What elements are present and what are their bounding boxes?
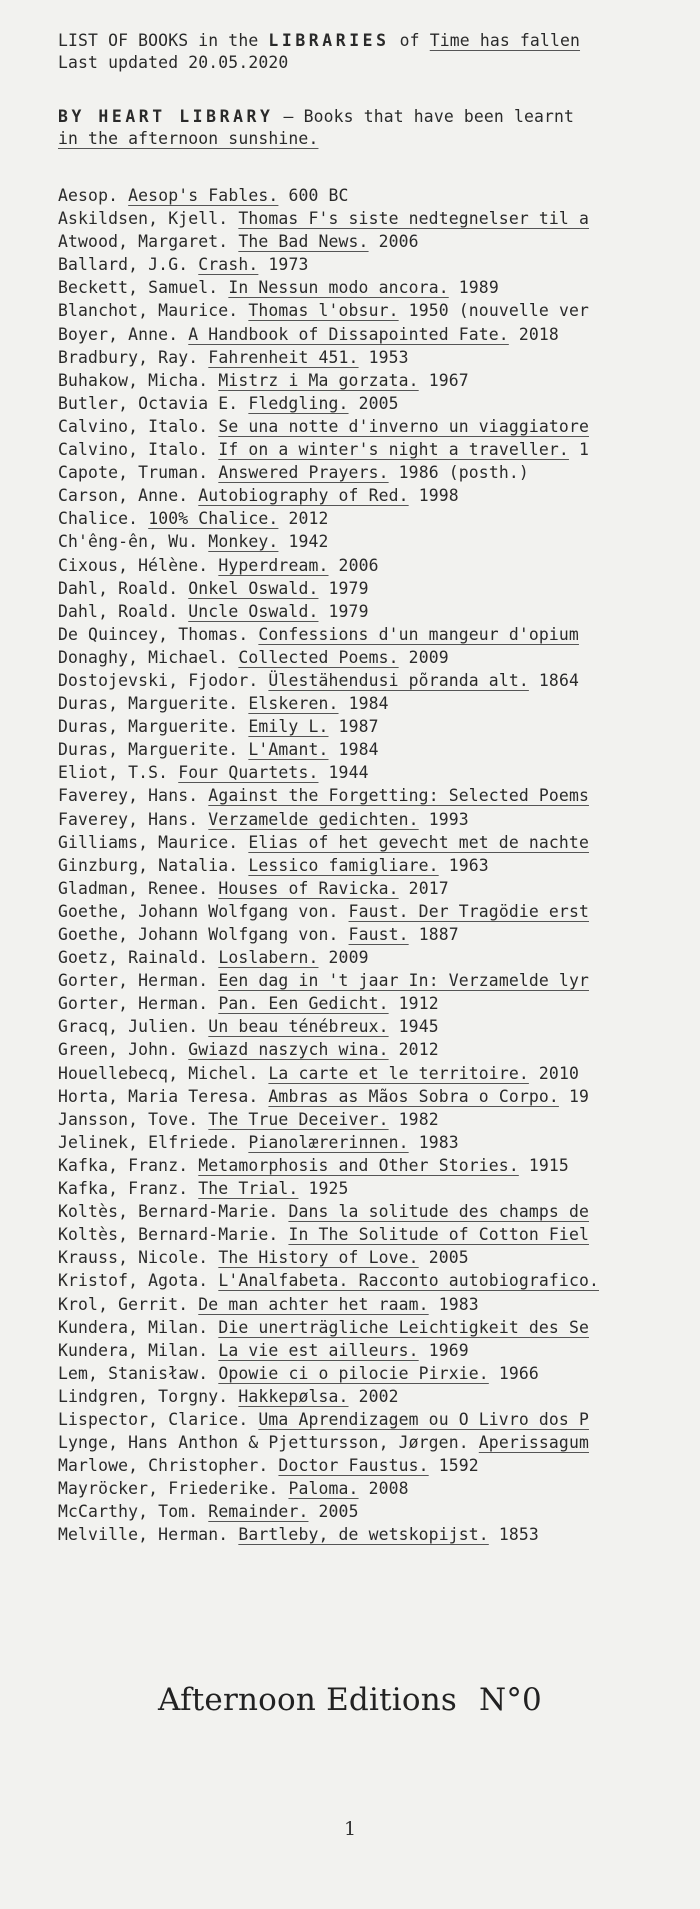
book-year: 2005 bbox=[318, 1502, 359, 1522]
publication-title bbox=[0, 1682, 700, 1718]
book-entry bbox=[58, 530, 683, 553]
book-author: Ch'êng-ên, Wu. bbox=[58, 532, 199, 552]
book-title: Gwiazd naszych wina. bbox=[188, 1040, 389, 1060]
book-year: 1966 bbox=[498, 1363, 539, 1383]
book-year: 1592 bbox=[438, 1456, 479, 1476]
book-year: 2002 bbox=[358, 1386, 399, 1406]
book-entry bbox=[58, 646, 683, 669]
book-year: 1983 bbox=[438, 1294, 479, 1314]
book-author: Horta, Maria Teresa. bbox=[58, 1086, 259, 1106]
book-author: Askildsen, Kjell. bbox=[58, 209, 229, 229]
book-entry bbox=[58, 946, 683, 969]
book-entry bbox=[58, 577, 683, 600]
header-library-link[interactable]: Time has fallen bbox=[429, 31, 581, 50]
book-title: Autobiography of Red. bbox=[198, 486, 409, 506]
book-entry bbox=[58, 415, 683, 438]
book-entry bbox=[58, 438, 683, 461]
book-author: Lynge, Hans Anthon & Pjettursson, Jørgen. bbox=[58, 1433, 469, 1453]
book-year: 19 bbox=[568, 1086, 590, 1106]
book-entry bbox=[58, 1200, 683, 1223]
book-title: La carte et le territoire. bbox=[268, 1063, 529, 1083]
book-list-page bbox=[58, 30, 683, 1547]
book-year: 2009 bbox=[408, 647, 449, 667]
book-title: Answered Prayers. bbox=[218, 463, 389, 483]
book-entry bbox=[58, 692, 683, 715]
book-entry bbox=[58, 1085, 683, 1108]
book-year: 2006 bbox=[378, 232, 419, 252]
book-year: 1942 bbox=[288, 532, 329, 552]
book-entry bbox=[58, 623, 683, 646]
book-author: De Quincey, Thomas. bbox=[58, 624, 249, 644]
book-title: Faust. Der Tragödie erst bbox=[348, 901, 589, 921]
book-entry bbox=[58, 715, 683, 738]
book-author: Duras, Marguerite. bbox=[58, 694, 239, 714]
last-updated: Last updated 20.05.2020 bbox=[58, 53, 289, 72]
book-title: Remainder. bbox=[208, 1502, 309, 1522]
book-title: Uncle Oswald. bbox=[188, 601, 319, 621]
book-title: The True Deceiver. bbox=[208, 1109, 389, 1129]
publication-number: N°0 bbox=[479, 1682, 542, 1718]
book-title: Aperissagum bbox=[478, 1433, 589, 1453]
book-author: Kristof, Agota. bbox=[58, 1271, 209, 1291]
book-author: Goetz, Rainald. bbox=[58, 948, 209, 968]
book-year: 1853 bbox=[498, 1525, 539, 1545]
book-entry bbox=[58, 1131, 683, 1154]
book-title: Faust. bbox=[348, 925, 409, 944]
book-author: Faverey, Hans. bbox=[58, 786, 199, 806]
book-author: Gorter, Herman. bbox=[58, 971, 209, 991]
book-entry bbox=[58, 784, 683, 807]
book-title: Fledgling. bbox=[248, 393, 349, 413]
book-author: Dahl, Roald. bbox=[58, 601, 179, 621]
book-entry bbox=[58, 1454, 683, 1477]
book-title: Se una notte d'inverno un viaggiatore bbox=[218, 416, 589, 436]
book-entry bbox=[58, 1316, 683, 1339]
book-year: 1969 bbox=[428, 1340, 469, 1360]
book-entry bbox=[58, 669, 683, 692]
book-title: Emily L. bbox=[248, 717, 329, 737]
book-year: 1887 bbox=[418, 925, 459, 944]
book-title: Loslabern. bbox=[218, 948, 319, 968]
book-title: Thomas l'obsur. bbox=[248, 301, 399, 321]
book-title: The Bad News. bbox=[238, 232, 369, 252]
book-author: Gilliams, Maurice. bbox=[58, 832, 239, 852]
book-entry bbox=[58, 923, 683, 946]
book-title: Houses of Ravicka. bbox=[218, 878, 399, 898]
book-entry bbox=[58, 1500, 683, 1523]
book-author: Kundera, Milan. bbox=[58, 1340, 209, 1360]
book-year: 1998 bbox=[418, 486, 459, 506]
book-author: Kafka, Franz. bbox=[58, 1179, 189, 1199]
book-author: Krol, Gerrit. bbox=[58, 1294, 189, 1314]
library-description-1: Books that have been learnt bbox=[303, 107, 575, 126]
book-entry bbox=[58, 1477, 683, 1500]
book-title: Dans la solitude des champs de bbox=[288, 1202, 589, 1222]
book-year: 1925 bbox=[308, 1179, 349, 1199]
book-title: Elias of het gevecht met de nachte bbox=[248, 832, 589, 852]
book-entry bbox=[58, 1293, 683, 1316]
book-author: Gladman, Renee. bbox=[58, 878, 209, 898]
book-title: Pianolærerinnen. bbox=[248, 1132, 409, 1152]
book-entry bbox=[58, 461, 683, 484]
header-prefix: LIST OF BOOKS in the bbox=[58, 31, 259, 50]
book-year: 1984 bbox=[348, 694, 389, 714]
header-libraries: LIBRARIES bbox=[268, 31, 390, 50]
book-year: 2008 bbox=[368, 1479, 409, 1499]
book-entry bbox=[58, 1523, 683, 1546]
book-author: Donaghy, Michael. bbox=[58, 647, 229, 667]
book-title: Fahrenheit 451. bbox=[208, 347, 359, 367]
book-year: 1987 bbox=[338, 717, 379, 737]
book-title: Metamorphosis and Other Stories. bbox=[198, 1155, 519, 1175]
book-entry bbox=[58, 600, 683, 623]
book-year: 2010 bbox=[538, 1063, 579, 1083]
book-title: Ülestähendusi põranda alt. bbox=[268, 670, 529, 690]
book-author: Lem, Stanisław. bbox=[58, 1363, 209, 1383]
book-entry bbox=[58, 854, 683, 877]
book-year: 2017 bbox=[408, 878, 449, 898]
book-year: 1984 bbox=[338, 740, 379, 760]
book-title: Uma Aprendizagem ou O Livro dos P bbox=[258, 1409, 589, 1429]
book-entry bbox=[58, 253, 683, 276]
book-entry bbox=[58, 969, 683, 992]
book-title: Un beau ténébreux. bbox=[208, 1017, 389, 1037]
book-year: 1912 bbox=[398, 994, 439, 1014]
book-title: L'Amant. bbox=[248, 740, 329, 760]
library-description-line-2 bbox=[58, 128, 683, 150]
book-entry bbox=[58, 1385, 683, 1408]
book-entry bbox=[58, 1246, 683, 1269]
book-year: 2009 bbox=[328, 948, 369, 968]
book-title: De man achter het raam. bbox=[198, 1294, 429, 1314]
book-author: Buhakow, Micha. bbox=[58, 370, 209, 390]
book-title: Monkey. bbox=[208, 532, 279, 552]
book-entry bbox=[58, 1062, 683, 1085]
book-entry bbox=[58, 323, 683, 346]
book-entry bbox=[58, 1431, 683, 1454]
book-list bbox=[58, 184, 683, 1547]
book-title: The History of Love. bbox=[218, 1248, 419, 1268]
book-author: McCarthy, Tom. bbox=[58, 1502, 199, 1522]
book-title: Elskeren. bbox=[248, 694, 339, 714]
book-entry bbox=[58, 207, 683, 230]
book-title: In The Solitude of Cotton Fiel bbox=[288, 1225, 589, 1245]
library-name: BY HEART LIBRARY bbox=[58, 107, 274, 126]
book-author: Goethe, Johann Wolfgang von. bbox=[58, 925, 339, 944]
book-title: Opowie ci o pilocie Pirxie. bbox=[218, 1363, 489, 1383]
book-entry bbox=[58, 276, 683, 299]
book-author: Duras, Marguerite. bbox=[58, 717, 239, 737]
book-entry bbox=[58, 1154, 683, 1177]
book-author: Kundera, Milan. bbox=[58, 1317, 209, 1337]
book-entry bbox=[58, 299, 683, 322]
book-year: 1982 bbox=[398, 1109, 439, 1129]
book-author: Atwood, Margaret. bbox=[58, 232, 229, 252]
library-description-2: in the afternoon sunshine. bbox=[58, 129, 319, 148]
book-title: Verzamelde gedichten. bbox=[208, 809, 419, 829]
book-author: Lispector, Clarice. bbox=[58, 1409, 249, 1429]
book-title: Aesop's Fables. bbox=[128, 186, 279, 205]
library-dash: – bbox=[283, 107, 294, 126]
book-entry bbox=[58, 507, 683, 530]
book-title: Bartleby, de wetskopijst. bbox=[238, 1525, 489, 1545]
book-entry bbox=[58, 1108, 683, 1131]
book-year: 1945 bbox=[398, 1017, 439, 1037]
book-author: Marlowe, Christopher. bbox=[58, 1456, 269, 1476]
book-author: Calvino, Italo. bbox=[58, 416, 209, 436]
book-year: 1864 bbox=[538, 670, 579, 690]
book-title: Paloma. bbox=[288, 1479, 359, 1499]
book-author: Cixous, Hélène. bbox=[58, 555, 209, 575]
book-entry bbox=[58, 346, 683, 369]
book-entry bbox=[58, 877, 683, 900]
book-title: Doctor Faustus. bbox=[278, 1456, 429, 1476]
book-author: Melville, Herman. bbox=[58, 1525, 229, 1545]
book-author: Krauss, Nicole. bbox=[58, 1248, 209, 1268]
book-title: Pan. Een Gedicht. bbox=[218, 994, 389, 1014]
book-author: Beckett, Samuel. bbox=[58, 278, 219, 298]
book-entry bbox=[58, 554, 683, 577]
book-title: Four Quartets. bbox=[178, 763, 319, 783]
book-year: 1979 bbox=[328, 601, 369, 621]
header-of: of bbox=[399, 31, 420, 50]
book-author: Ginzburg, Natalia. bbox=[58, 855, 239, 875]
book-title: Ambras as Mãos Sobra o Corpo. bbox=[268, 1086, 559, 1106]
book-author: Dostojevski, Fjodor. bbox=[58, 670, 259, 690]
book-year: 1 bbox=[578, 440, 590, 460]
book-author: Ballard, J.G. bbox=[58, 255, 189, 275]
book-author: Carson, Anne. bbox=[58, 486, 189, 506]
book-year: 1973 bbox=[268, 255, 309, 275]
book-entry bbox=[58, 738, 683, 761]
book-title: Die unerträgliche Leichtigkeit des Se bbox=[218, 1317, 589, 1337]
book-entry bbox=[58, 808, 683, 831]
book-year: 1989 bbox=[458, 278, 499, 298]
book-author: Bradbury, Ray. bbox=[58, 347, 199, 367]
book-entry bbox=[58, 184, 683, 207]
book-entry bbox=[58, 1339, 683, 1362]
book-year: 2012 bbox=[288, 509, 329, 529]
book-entry bbox=[58, 1408, 683, 1431]
book-title: Crash. bbox=[198, 255, 259, 275]
book-year: 1953 bbox=[368, 347, 409, 367]
book-title: 100% Chalice. bbox=[148, 509, 279, 529]
page-number: 1 bbox=[343, 1818, 357, 1840]
book-title: Against the Forgetting: Selected Poems bbox=[208, 786, 589, 806]
book-author: Aesop. bbox=[58, 186, 119, 205]
book-title: A Handbook of Dissapointed Fate. bbox=[188, 324, 509, 344]
book-author: Eliot, T.S. bbox=[58, 763, 169, 783]
book-author: Dahl, Roald. bbox=[58, 578, 179, 598]
book-title: Collected Poems. bbox=[238, 647, 399, 667]
library-heading bbox=[58, 106, 683, 128]
book-author: Chalice. bbox=[58, 509, 139, 529]
book-year: 1944 bbox=[328, 763, 369, 783]
book-author: Gorter, Herman. bbox=[58, 994, 209, 1014]
book-entry bbox=[58, 1177, 683, 1200]
book-year: 2005 bbox=[428, 1248, 469, 1268]
book-author: Green, John. bbox=[58, 1040, 179, 1060]
book-title: Mistrz i Ma gorzata. bbox=[218, 370, 419, 390]
book-author: Lindgren, Torgny. bbox=[58, 1386, 229, 1406]
book-author: Boyer, Anne. bbox=[58, 324, 179, 344]
book-title: In Nessun modo ancora. bbox=[228, 278, 449, 298]
book-title: Thomas F's siste nedtegnelser til a bbox=[238, 209, 589, 229]
book-entry bbox=[58, 484, 683, 507]
book-year: 2006 bbox=[338, 555, 379, 575]
book-author: Faverey, Hans. bbox=[58, 809, 199, 829]
book-author: Blanchot, Maurice. bbox=[58, 301, 239, 321]
book-year: 2012 bbox=[398, 1040, 439, 1060]
book-entry bbox=[58, 1269, 683, 1292]
book-author: Butler, Octavia E. bbox=[58, 393, 239, 413]
book-author: Mayröcker, Friederike. bbox=[58, 1479, 279, 1499]
book-author: Duras, Marguerite. bbox=[58, 740, 239, 760]
book-year: 1986 (posth.) bbox=[398, 463, 529, 483]
book-author: Jansson, Tove. bbox=[58, 1109, 199, 1129]
book-year: 1950 (nouvelle ver bbox=[408, 301, 589, 321]
book-entry bbox=[58, 1362, 683, 1385]
book-entry bbox=[58, 831, 683, 854]
book-author: Koltès, Bernard-Marie. bbox=[58, 1202, 279, 1222]
book-year: 600 BC bbox=[288, 186, 349, 205]
book-author: Kafka, Franz. bbox=[58, 1155, 189, 1175]
book-entry bbox=[58, 900, 683, 923]
book-author: Koltès, Bernard-Marie. bbox=[58, 1225, 279, 1245]
book-author: Calvino, Italo. bbox=[58, 440, 209, 460]
book-year: 1967 bbox=[428, 370, 469, 390]
book-author: Gracq, Julien. bbox=[58, 1017, 199, 1037]
book-entry bbox=[58, 761, 683, 784]
book-title: Onkel Oswald. bbox=[188, 578, 319, 598]
book-title: The Trial. bbox=[198, 1179, 299, 1199]
book-author: Goethe, Johann Wolfgang von. bbox=[58, 901, 339, 921]
book-year: 1979 bbox=[328, 578, 369, 598]
book-entry bbox=[58, 1015, 683, 1038]
book-title: Een dag in 't jaar In: Verzamelde lyr bbox=[218, 971, 589, 991]
book-title: Hakkepølsa. bbox=[238, 1386, 349, 1406]
book-entry bbox=[58, 1038, 683, 1061]
book-title: La vie est ailleurs. bbox=[218, 1340, 419, 1360]
book-author: Capote, Truman. bbox=[58, 463, 209, 483]
book-entry bbox=[58, 1223, 683, 1246]
book-title: If on a winter's night a traveller. bbox=[218, 440, 569, 460]
book-year: 2018 bbox=[518, 324, 559, 344]
book-year: 1963 bbox=[448, 855, 489, 875]
list-header-line-1 bbox=[58, 30, 683, 52]
book-year: 2005 bbox=[358, 393, 399, 413]
publication-name: Afternoon Editions bbox=[158, 1682, 457, 1718]
book-author: Houellebecq, Michel. bbox=[58, 1063, 259, 1083]
book-title: Hyperdream. bbox=[218, 555, 329, 575]
book-title: Confessions d'un mangeur d'opium bbox=[258, 624, 579, 644]
book-year: 1983 bbox=[418, 1132, 459, 1152]
book-title: L'Analfabeta. Racconto autobiografico. bbox=[218, 1271, 599, 1291]
book-entry bbox=[58, 369, 683, 392]
book-entry bbox=[58, 230, 683, 253]
book-author: Jelinek, Elfriede. bbox=[58, 1132, 239, 1152]
book-entry bbox=[58, 992, 683, 1015]
book-title: Lessico famigliare. bbox=[248, 855, 439, 875]
book-year: 1915 bbox=[528, 1155, 569, 1175]
book-entry bbox=[58, 392, 683, 415]
book-year: 1993 bbox=[428, 809, 469, 829]
